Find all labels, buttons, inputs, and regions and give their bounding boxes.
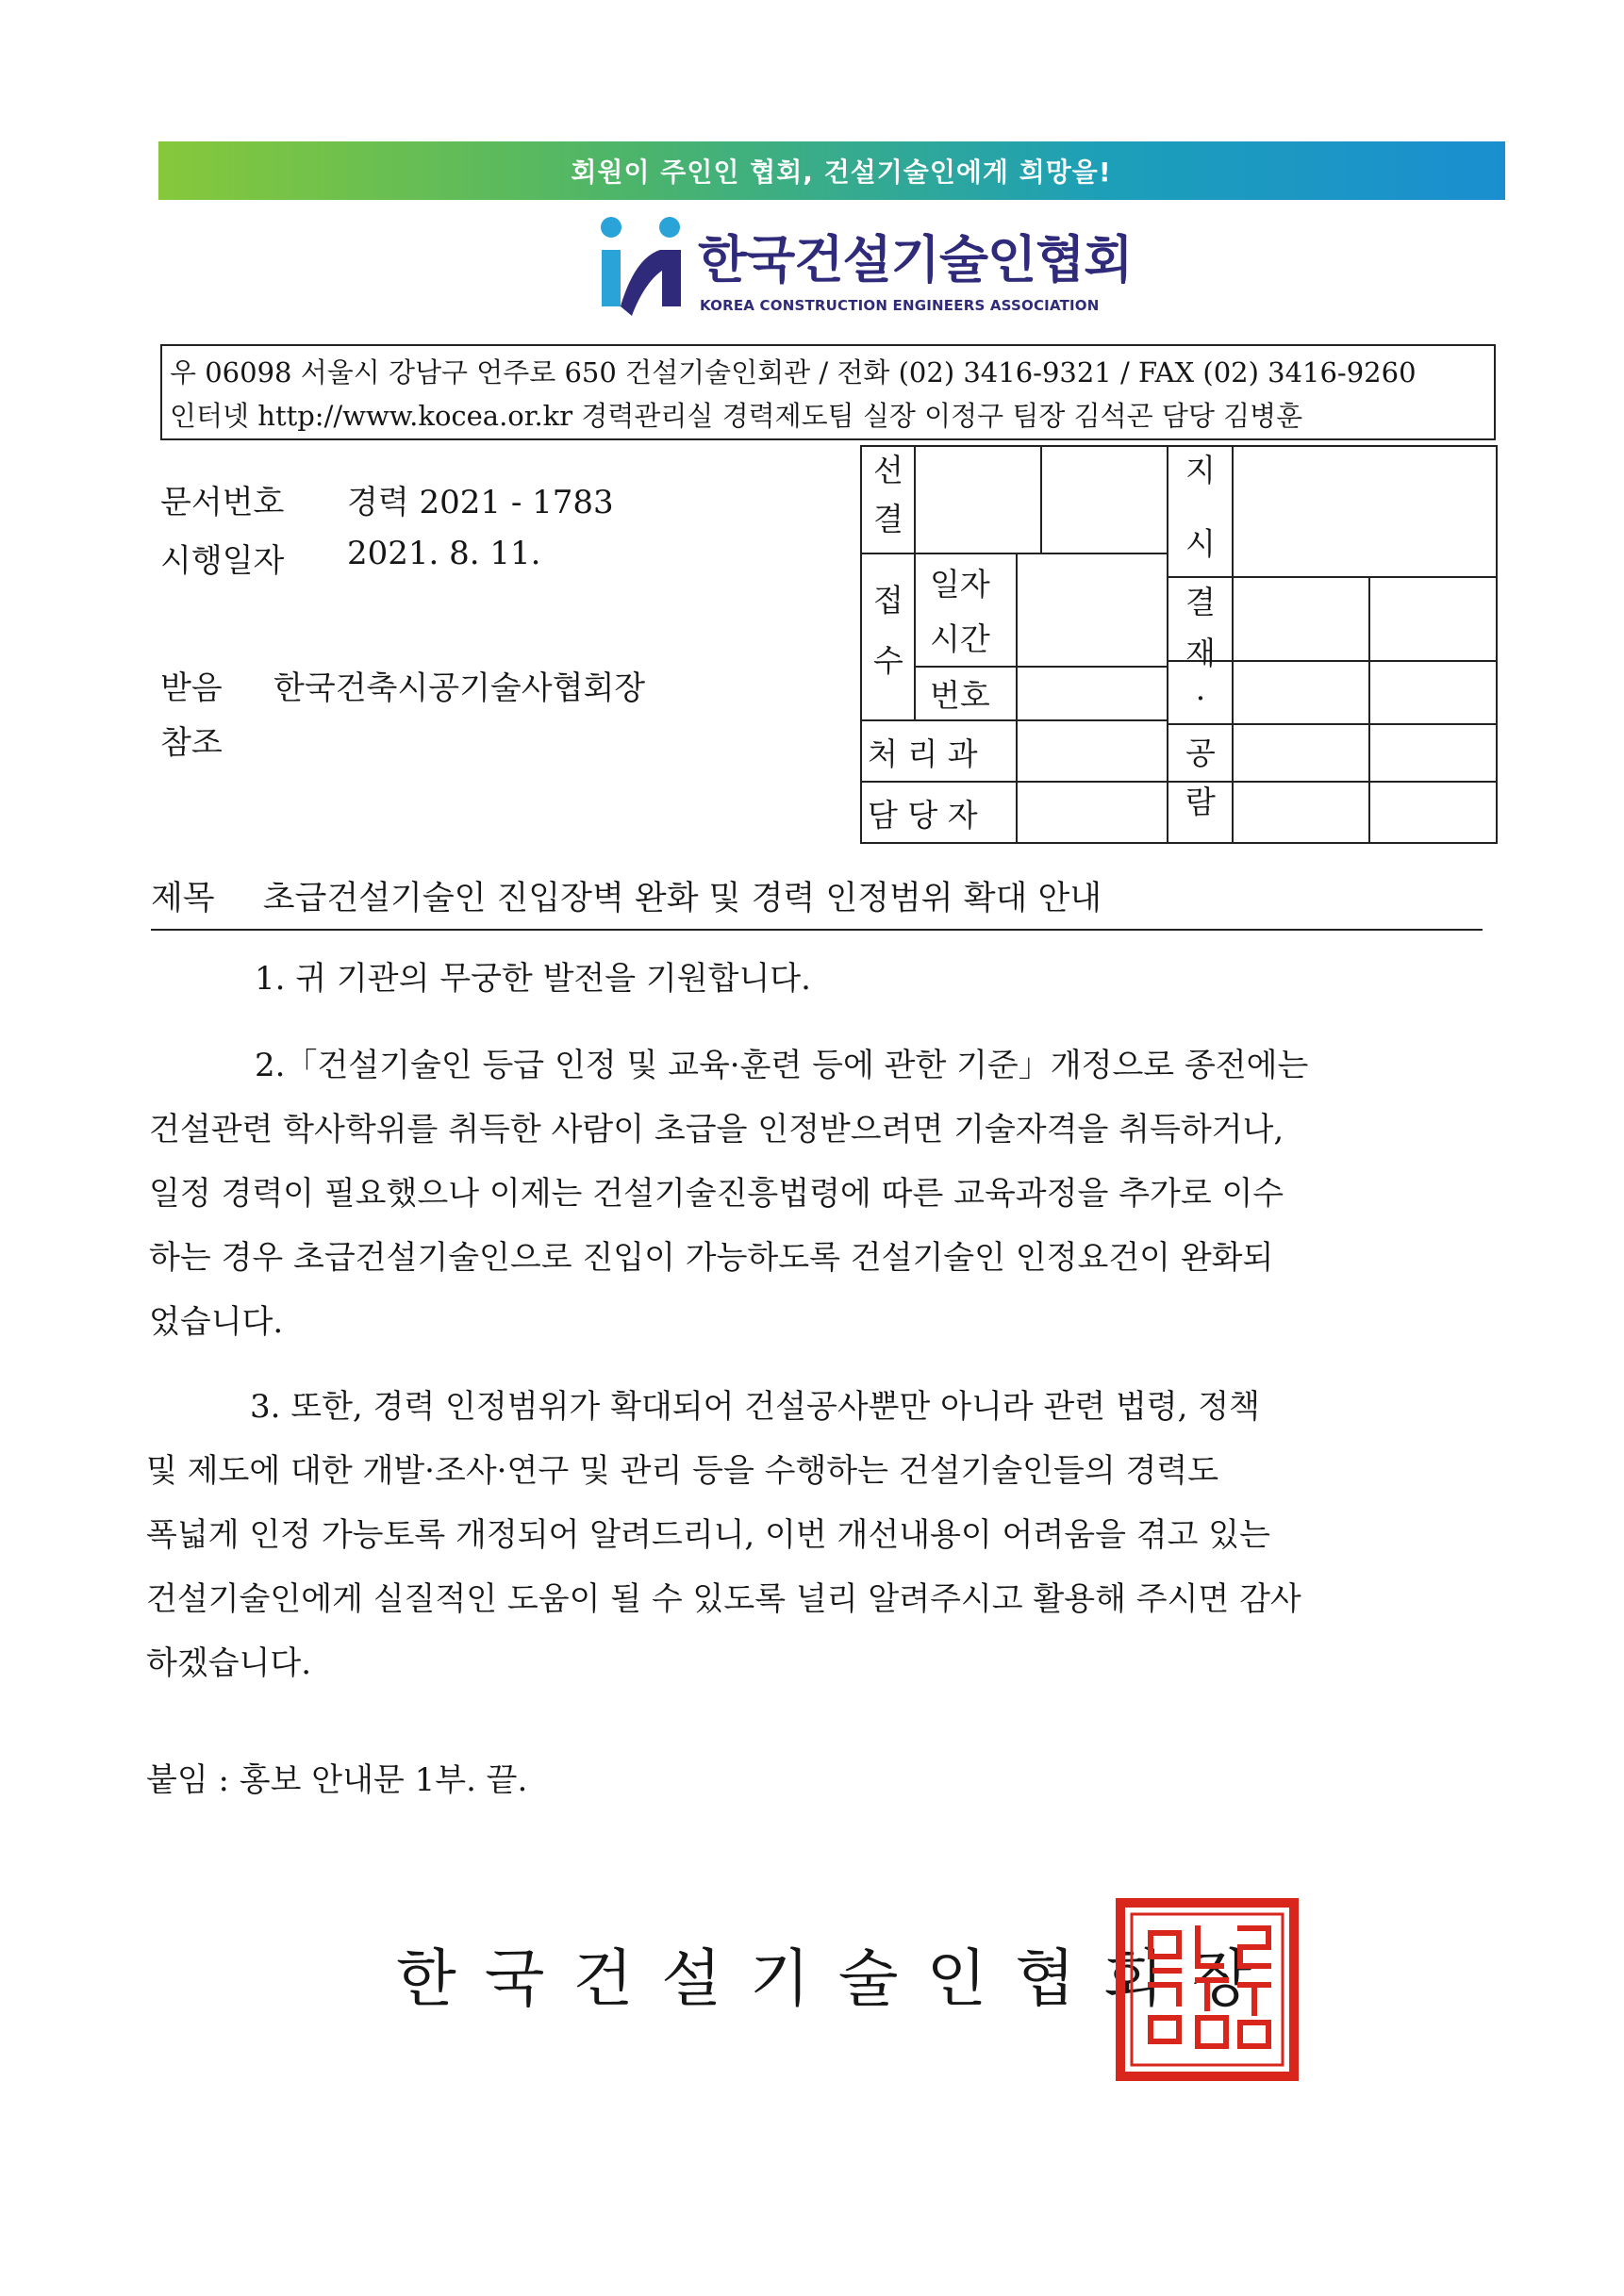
paragraph-2-line-1: 2.「건설기술인 등급 인정 및 교육·훈련 등에 관한 기준」개정으로 종전에는 [255, 1047, 1309, 1084]
person-in-charge-label: 담 당 자 [868, 797, 978, 834]
receipt-date-label: 일자 [930, 566, 990, 603]
review-jae: 재 [1185, 635, 1216, 671]
approval-table [860, 445, 1498, 844]
paragraph-1: 1. 귀 기관의 무궁한 발전을 기원합니다. [255, 960, 811, 998]
logo-name-en: KOREA CONSTRUCTION ENGINEERS ASSOCIATION [700, 297, 1100, 314]
paragraph-3-line-3: 폭넓게 인정 가능토록 개정되어 알려드리니, 이번 개선내용이 어려움을 겪고 있는 [146, 1516, 1270, 1554]
slogan-text: 회원이 주인인 협회, 건설기술인에게 희망을! [571, 157, 1112, 188]
paragraph-3-line-5: 하겠습니다. [146, 1644, 312, 1682]
processing-dept-label: 처 리 과 [868, 735, 978, 772]
review-gyeol: 결 [1185, 584, 1216, 620]
reference-label: 참조 [160, 724, 223, 762]
address-line-2: 인터넷 http://www.kocea.or.kr 경력관리실 경력제도팀 실장 이정구 팀장 김석곤 담당 김병훈 [170, 400, 1303, 432]
review-ram: 람 [1185, 784, 1216, 820]
date-value: 2021. 8. 11. [347, 535, 541, 572]
receipt-number-label: 번호 [930, 677, 990, 714]
date-label: 시행일자 [160, 542, 285, 580]
logo-name-ko: 한국건설기술인협회 [698, 230, 1133, 289]
paragraph-2-line-4: 하는 경우 초급건설기술인으로 진입이 가능하도록 건설기술인 인정요건이 완화되 [149, 1239, 1274, 1277]
paragraph-2-line-2: 건설관련 학사학위를 취득한 사람이 초급을 인정받으려면 기술자격을 취득하거나, [149, 1111, 1284, 1148]
association-logo [594, 212, 1133, 325]
subject-divider [151, 929, 1483, 931]
doc-number-label: 문서번호 [160, 484, 285, 521]
paragraph-3-line-4: 건설기술인에게 실질적인 도움이 될 수 있도록 널리 알려주시고 활용해 주시면 감사 [146, 1580, 1301, 1618]
subject-text: 초급건설기술인 진입장벽 완화 및 경력 인정범위 확대 안내 [262, 880, 1102, 917]
paragraph-3-line-2: 및 제도에 대한 개발·조사·연구 및 관리 등을 수행하는 건설기술인들의 경력도 [146, 1452, 1219, 1490]
receipt-su: 수 [873, 642, 903, 679]
doc-number-value: 경력 2021 - 1783 [347, 484, 614, 521]
review-gong: 공 [1185, 735, 1216, 771]
receipt-time-label: 시간 [930, 620, 990, 657]
approval-seon: 선 [873, 452, 903, 488]
issuer-name: 한국건설기술인협회장 [396, 1942, 1281, 2015]
review-dot: · [1195, 680, 1206, 717]
paragraph-3-line-1: 3. 또한, 경력 인정범위가 확대되어 건설공사뿐만 아니라 관련 법령, 정책 [250, 1388, 1260, 1426]
logo-mark-icon [594, 212, 688, 325]
attachment-note: 붙임 : 홍보 안내문 1부. 끝. [146, 1761, 528, 1799]
subject [151, 872, 1102, 919]
paragraph-2-line-5: 었습니다. [149, 1303, 284, 1341]
instruction-si: 시 [1185, 525, 1216, 562]
recipient-label: 받음 [160, 669, 223, 707]
recipient-value: 한국건축시공기술사협회장 [273, 669, 646, 707]
slogan-banner [158, 141, 1505, 200]
approval-gyeol: 결 [873, 501, 903, 537]
official-seal-icon [1113, 1895, 1301, 2084]
receipt-jeop: 접 [873, 582, 903, 619]
subject-label: 제목 [151, 880, 215, 917]
paragraph-2-line-3: 일정 경력이 필요했으나 이제는 건설기술진흥법령에 따른 교육과정을 추가로 이수 [149, 1175, 1284, 1213]
address-line-1: 우 06098 서울시 강남구 언주로 650 건설기술인회관 / 전화 (02) 3416-9321 / FAX (02) 3416-9260 [170, 356, 1417, 388]
address-box [160, 344, 1496, 440]
instruction-ji: 지 [1185, 452, 1216, 488]
